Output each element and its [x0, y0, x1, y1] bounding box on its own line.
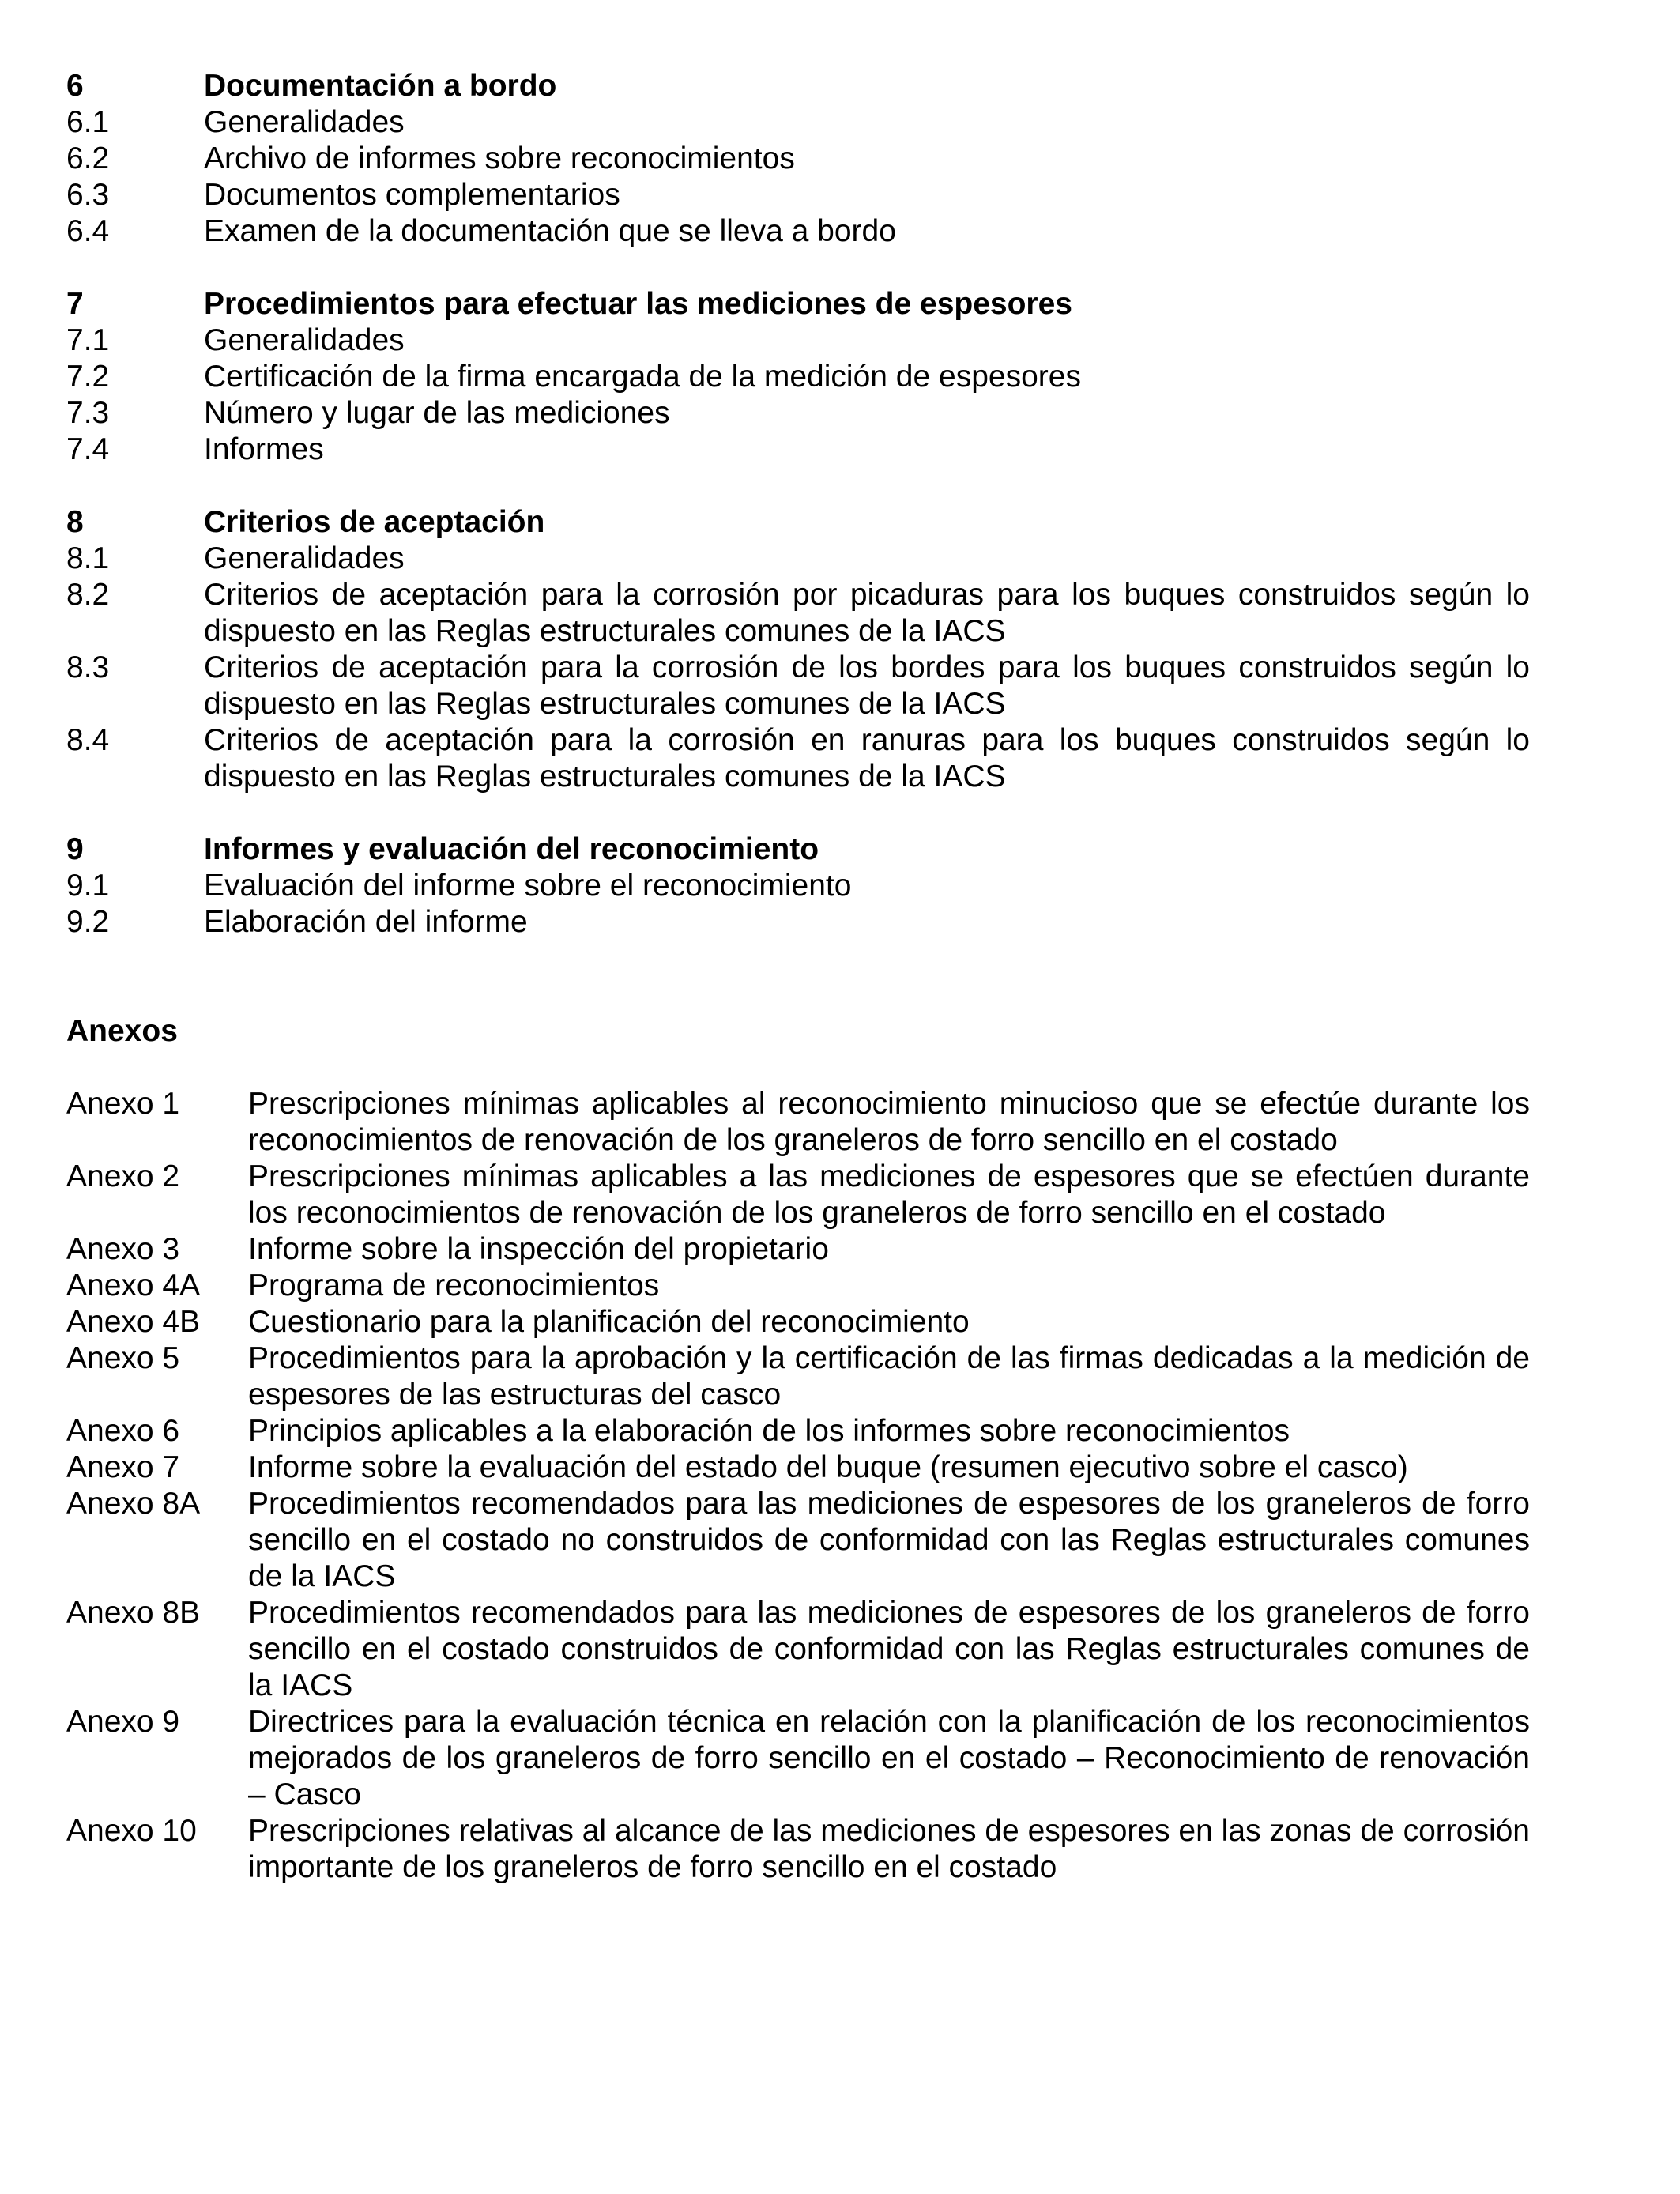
- annex-item: [66, 1813, 1530, 1886]
- item-text: Informes: [204, 432, 324, 466]
- item-number: 7.1: [66, 323, 110, 357]
- annex-item: [66, 1413, 1530, 1449]
- toc-item: [66, 213, 1530, 250]
- item-text: Generalidades: [204, 323, 405, 357]
- toc-item: [66, 141, 1530, 177]
- item-number: 6.1: [66, 105, 110, 139]
- section-number: 7: [66, 287, 84, 321]
- item-number: 6.4: [66, 214, 110, 248]
- annex-text: Prescripciones mínimas aplicables al reconocimiento minucioso que se efectúe durante los reconocimientos de renovación de los graneleros de forro sencillo en el costado: [248, 1087, 1530, 1157]
- section-heading: [66, 286, 1530, 322]
- annex-text: Directrices para la evaluación técnica en relación con la planificación de los reconocimientos mejorados de los graneleros de forro sencillo en el costado – Reconocimiento de renovación – Casco: [248, 1705, 1530, 1811]
- annex-label: Anexo 6: [66, 1414, 180, 1448]
- annex-label: Anexo 1: [66, 1087, 180, 1121]
- item-text: Examen de la documentación que se lleva a bordo: [204, 214, 896, 248]
- annex-text: Programa de reconocimientos: [248, 1269, 660, 1302]
- item-text: Documentos complementarios: [204, 178, 620, 212]
- annex-item: [66, 1704, 1530, 1813]
- toc-item: [66, 541, 1530, 577]
- annex-item: [66, 1449, 1530, 1486]
- annex-text: Informe sobre la inspección del propietario: [248, 1232, 829, 1266]
- item-number: 8.4: [66, 723, 110, 757]
- document-page: [66, 68, 1530, 1886]
- annex-item: [66, 1304, 1530, 1340]
- section-heading: [66, 831, 1530, 868]
- item-text: Número y lugar de las mediciones: [204, 396, 670, 430]
- item-number: 9.2: [66, 905, 110, 939]
- section-number: 9: [66, 832, 84, 866]
- item-number: 7.3: [66, 396, 110, 430]
- item-number: 8.1: [66, 541, 110, 575]
- annex-label: Anexo 8B: [66, 1596, 201, 1630]
- item-text: Archivo de informes sobre reconocimientos: [204, 141, 795, 175]
- section-title: Informes y evaluación del reconocimiento: [204, 832, 819, 866]
- item-text: Criterios de aceptación para la corrosión por picaduras para los buques construidos según lo dispuesto en las Reglas estructurales comunes de la IACS: [204, 578, 1530, 648]
- annex-text: Informe sobre la evaluación del estado del buque (resumen ejecutivo sobre el casco): [248, 1450, 1408, 1484]
- annex-text: Principios aplicables a la elaboración de los informes sobre reconocimientos: [248, 1414, 1290, 1448]
- toc-item: [66, 904, 1530, 941]
- annex-item: [66, 1268, 1530, 1304]
- section-heading: [66, 68, 1530, 104]
- annex-text: Procedimientos recomendados para las mediciones de espesores de los graneleros de forro sencillo en el costado construidos de conformidad con las Reglas estructurales comunes de la IACS: [248, 1596, 1530, 1702]
- toc-item: [66, 432, 1530, 468]
- section-number: 6: [66, 69, 84, 103]
- annex-label: Anexo 4A: [66, 1269, 201, 1302]
- item-number: 7.4: [66, 432, 110, 466]
- section-number: 8: [66, 505, 84, 539]
- toc-section-6: [66, 68, 1530, 250]
- annex-label: Anexo 4B: [66, 1305, 201, 1339]
- toc-item: [66, 322, 1530, 359]
- item-text: Evaluación del informe sobre el reconocimiento: [204, 869, 852, 903]
- annex-text: Prescripciones relativas al alcance de las mediciones de espesores en las zonas de corrosión importante de los graneleros de forro sencillo en el costado: [248, 1814, 1530, 1884]
- item-number: 7.2: [66, 360, 110, 394]
- annex-text: Procedimientos para la aprobación y la certificación de las firmas dedicadas a la medición de espesores de las estructuras del casco: [248, 1341, 1530, 1412]
- annex-label: Anexo 10: [66, 1814, 197, 1848]
- annex-label: Anexo 2: [66, 1159, 180, 1193]
- section-title: Documentación a bordo: [204, 69, 557, 103]
- item-number: 9.1: [66, 869, 110, 903]
- annex-item: [66, 1231, 1530, 1268]
- toc-section-8: [66, 504, 1530, 795]
- item-number: 8.3: [66, 650, 110, 684]
- toc-section-9: [66, 831, 1530, 941]
- toc-item: [66, 104, 1530, 141]
- annex-label: Anexo 8A: [66, 1487, 201, 1521]
- annex-item: [66, 1486, 1530, 1595]
- annex-item: [66, 1159, 1530, 1231]
- item-number: 6.2: [66, 141, 110, 175]
- section-title: Criterios de aceptación: [204, 505, 545, 539]
- annex-label: Anexo 7: [66, 1450, 180, 1484]
- item-text: Criterios de aceptación para la corrosión en ranuras para los buques construidos según lo dispuesto en las Reglas estructurales comunes de la IACS: [204, 723, 1530, 794]
- annex-text: Procedimientos recomendados para las mediciones de espesores de los graneleros de forro sencillo en el costado no construidos de conformidad con las Reglas estructurales comunes de la IACS: [248, 1487, 1530, 1593]
- section-title: Procedimientos para efectuar las mediciones de espesores: [204, 287, 1072, 321]
- toc-item: [66, 359, 1530, 395]
- annex-label: Anexo 9: [66, 1705, 180, 1739]
- toc-item: [66, 868, 1530, 904]
- toc-item: [66, 722, 1530, 795]
- toc-item: [66, 650, 1530, 722]
- annexes-title: Anexos: [66, 1014, 178, 1048]
- toc-item: [66, 577, 1530, 650]
- item-text: Certificación de la firma encargada de la medición de espesores: [204, 360, 1081, 394]
- annex-text: Cuestionario para la planificación del reconocimiento: [248, 1305, 970, 1339]
- annex-item: [66, 1340, 1530, 1413]
- annex-text: Prescripciones mínimas aplicables a las mediciones de espesores que se efectúen durante los reconocimientos de renovación de los graneleros de forro sencillo en el costado: [248, 1159, 1530, 1230]
- toc-item: [66, 395, 1530, 432]
- annex-item: [66, 1086, 1530, 1159]
- toc-item: [66, 177, 1530, 213]
- item-text: Generalidades: [204, 105, 405, 139]
- toc-section-7: [66, 286, 1530, 468]
- annex-label: Anexo 5: [66, 1341, 180, 1375]
- annex-label: Anexo 3: [66, 1232, 180, 1266]
- item-text: Generalidades: [204, 541, 405, 575]
- item-text: Elaboración del informe: [204, 905, 528, 939]
- item-number: 8.2: [66, 578, 110, 612]
- item-text: Criterios de aceptación para la corrosión de los bordes para los buques construidos según lo dispuesto en las Reglas estructurales comunes de la IACS: [204, 650, 1530, 721]
- annexes-section: [66, 1013, 1530, 1886]
- annex-item: [66, 1595, 1530, 1704]
- item-number: 6.3: [66, 178, 110, 212]
- section-heading: [66, 504, 1530, 541]
